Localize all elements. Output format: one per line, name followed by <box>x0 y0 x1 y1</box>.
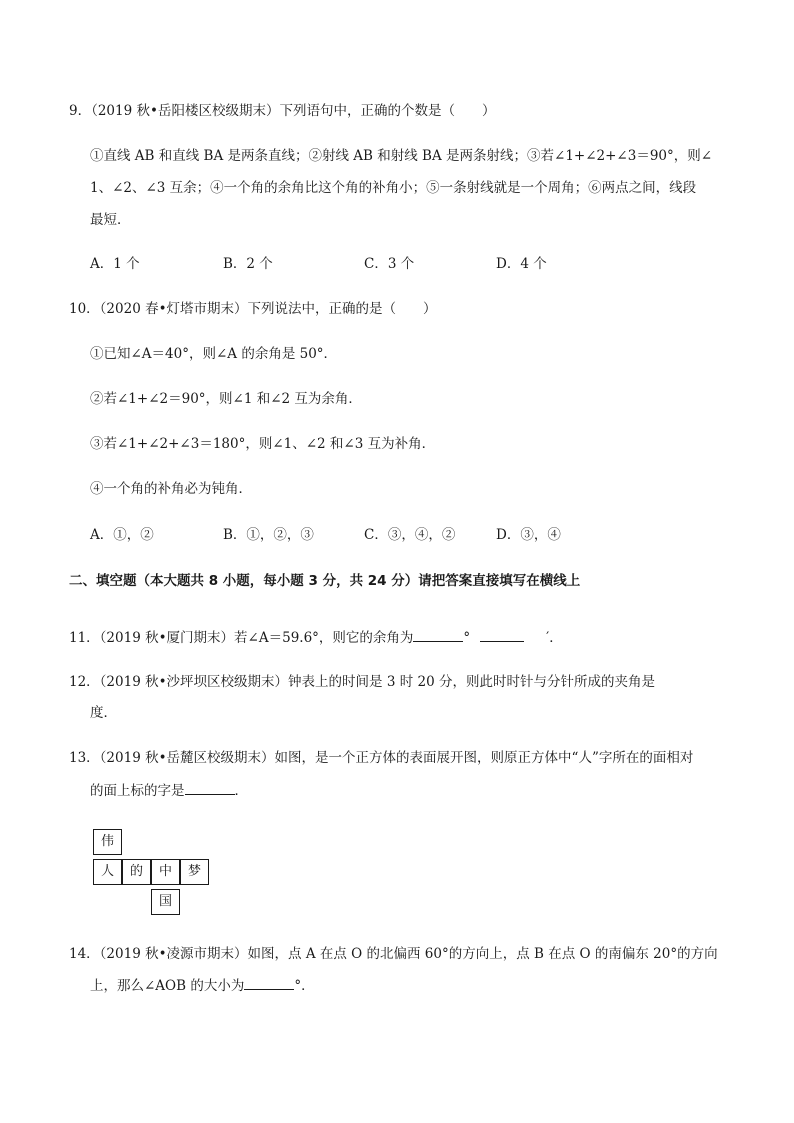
question-10-statement-3: ③若∠1+∠2+∠3＝180°，则∠1、∠2 和∠3 互为补角． <box>90 436 436 452</box>
question-11-degree-blank[interactable] <box>413 627 463 642</box>
question-13-line-2-prefix: 的面上标的字是 <box>90 783 185 799</box>
question-14-line-2 <box>90 975 315 996</box>
question-14-answer-blank[interactable] <box>244 975 294 990</box>
question-11-minute-unit: ′． <box>546 630 563 646</box>
question-10-option-c: C．③，④，② <box>364 527 456 543</box>
question-10-option-a: A．①，② <box>90 527 154 543</box>
question-11-minute-blank[interactable] <box>480 627 524 642</box>
cube-net-cell-row-4: 梦 <box>180 859 209 885</box>
question-10-stem: 10．（2020 春•灯塔市期末）下列说法中，正确的是（ ） <box>69 301 437 317</box>
question-10-option-b: B．①，②，③ <box>223 527 314 543</box>
question-10-option-d: D．③，④ <box>496 527 561 543</box>
question-14-line-1: 14．（2019 秋•凌源市期末）如图，点 A 在点 O 的北偏西 60°的方向上，点 B 在点 O 的南偏东 20°的方向 <box>69 946 718 962</box>
cube-net-cell-row-1: 人 <box>93 859 122 885</box>
cube-net-figure <box>93 829 213 917</box>
question-11-degree-unit: ° <box>463 630 471 646</box>
question-9-stem: 9．（2019 秋•岳阳楼区校级期末）下列语句中，正确的个数是（ ） <box>69 103 496 119</box>
question-13-answer-blank[interactable] <box>185 780 235 795</box>
question-12-line-1: 12．（2019 秋•沙坪坝区校级期末）钟表上的时间是 3 时 20 分，则此时时针与分针所成的夹角是 <box>69 674 655 690</box>
cube-net-cell-bottom: 国 <box>151 889 180 915</box>
question-13-line-2 <box>90 780 248 801</box>
question-9-option-c: C．3 个 <box>364 256 415 272</box>
question-9-body-line-3: 最短． <box>90 212 131 228</box>
question-9-body-line-2: 1、∠2、∠3 互余；④一个角的余角比这个角的补角小；⑤一条射线就是一个周角；⑥两点之间，线段 <box>90 180 697 196</box>
question-13-line-2-suffix: ． <box>234 783 248 799</box>
question-11-prefix: 11．（2019 秋•厦门期末）若∠A＝59.6°，则它的余角为 <box>69 630 414 646</box>
question-10-statement-2: ②若∠1+∠2＝90°，则∠1 和∠2 互为余角． <box>90 391 362 407</box>
cube-net-cell-row-2: 的 <box>122 859 151 885</box>
cube-net-cell-top: 伟 <box>93 829 122 855</box>
question-9-body-line-1: ①直线 AB 和直线 BA 是两条直线；②射线 AB 和射线 BA 是两条射线；③若∠1+∠2+∠3＝90°，则∠ <box>90 148 713 164</box>
question-10-statement-4: ④一个角的补角必为钝角． <box>90 481 252 497</box>
section-2-heading: 二、填空题（本大题共 8 小题，每小题 3 分，共 24 分）请把答案直接填写在横线上 <box>69 573 581 589</box>
question-14-line-2-suffix: °． <box>294 978 315 994</box>
question-9-option-d: D．4 个 <box>496 256 547 272</box>
question-9-option-b: B．2 个 <box>223 256 273 272</box>
question-12-line-2: 度． <box>90 705 117 721</box>
question-10-statement-1: ①已知∠A＝40°，则∠A 的余角是 50°． <box>90 346 338 362</box>
question-9-option-a: A．1 个 <box>90 256 140 272</box>
question-13-line-1: 13．（2019 秋•岳麓区校级期末）如图，是一个正方体的表面展开图，则原正方体中“人”字所在的面相对 <box>69 750 694 766</box>
cube-net-cell-row-3: 中 <box>151 859 180 885</box>
question-11 <box>69 627 563 648</box>
question-14-line-2-prefix: 上，那么∠AOB 的大小为 <box>90 978 245 994</box>
